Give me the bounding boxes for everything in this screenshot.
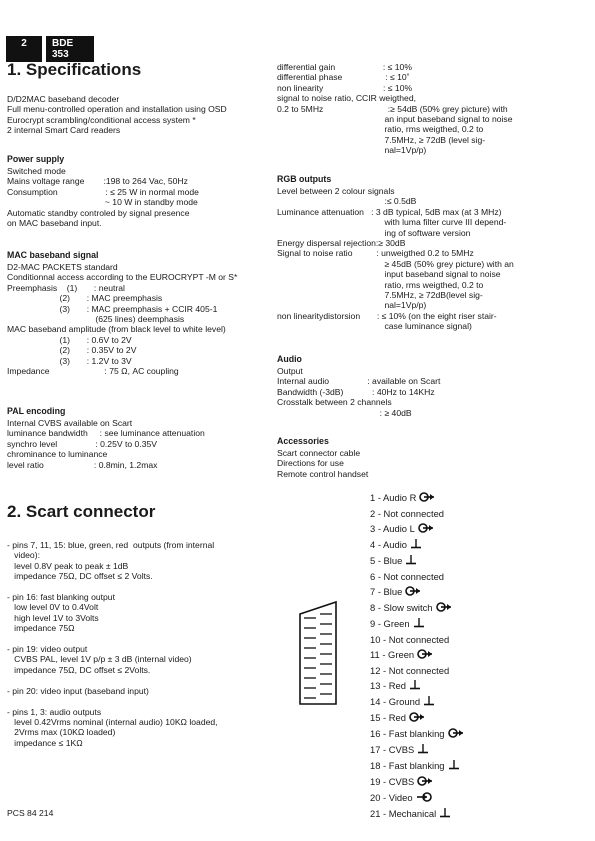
- pin-label: 9 - Green: [370, 618, 410, 630]
- text-line: MAC baseband amplitude (from black level to white level): [7, 324, 226, 335]
- text-line: 2Vrms max (10KΩ loaded): [7, 727, 116, 738]
- pin-row: [370, 774, 464, 790]
- text-line: Mains voltage range :198 to 264 Vac, 50Hz: [7, 176, 188, 187]
- pin-row: [370, 506, 464, 521]
- pin-label: 21 - Mechanical: [370, 808, 437, 820]
- text-line: Bandwidth (-3dB) : 40Hz to 14KHz: [277, 386, 435, 397]
- pin-list: [370, 490, 464, 822]
- text-line: Conditionnal access according to the EUROCRYPT -M or S*: [7, 272, 238, 283]
- text-line: (2) : 0.35V to 2V: [7, 345, 137, 356]
- pin-label: 15 - Red: [370, 712, 406, 724]
- text-line: Output: [277, 366, 303, 376]
- pin-row: [370, 490, 464, 506]
- pin-row: [370, 632, 464, 647]
- audio-block: [277, 366, 440, 418]
- pin-row: [370, 569, 464, 584]
- mac-block: [7, 262, 237, 376]
- text-line: Impedance : 75 Ω, AC coupling: [7, 366, 179, 377]
- pin-row: [370, 790, 464, 806]
- pin-row: [370, 521, 464, 537]
- text-line: level ratio : 0.8min, 1.2max: [7, 459, 158, 470]
- text-line: [7, 582, 218, 592]
- ground-icon: [448, 759, 460, 774]
- text-line: - pin 19: video output: [7, 644, 88, 655]
- text-line: [7, 634, 218, 644]
- text-line: high level 1V to 3Volts: [7, 612, 99, 623]
- pin-label: 7 - Blue: [370, 586, 403, 598]
- output-arrow-icon: [448, 727, 464, 742]
- ground-icon: [417, 743, 429, 758]
- text-line: D/D2MAC baseband decoder: [7, 94, 120, 104]
- pin-label: 6 - Not connected: [370, 571, 445, 583]
- accessories-title: Accessories: [277, 436, 329, 446]
- pin-label: 4 - Audio: [370, 539, 408, 551]
- text-line: differential gain : ≤ 10%: [277, 62, 412, 72]
- text-line: (3) : 1.2V to 3V: [7, 355, 132, 366]
- pal-block: [7, 418, 205, 470]
- pin-label: 1 - Audio R: [370, 492, 417, 503]
- scart-title: 2. Scart connector: [7, 502, 156, 521]
- text-line: Switched mode: [7, 166, 66, 176]
- text-line: (2) : MAC preemphasis: [7, 293, 163, 304]
- mac-title: MAC baseband signal: [7, 250, 99, 260]
- text-line: low level 0V to 0.4Volt: [7, 602, 99, 613]
- text-line: non linearitydistorsion : ≤ 10% (on the eight riser stair-: [277, 310, 497, 321]
- right-top-block: [277, 62, 513, 156]
- pin-label: 10 - Not connected: [370, 634, 450, 646]
- pin-label: 3 - Audio L: [370, 523, 415, 535]
- text-line: : ≥ 40dB: [277, 407, 412, 418]
- text-line: 7.5MHz, ≥ 72dB (level sig-: [277, 134, 486, 145]
- text-line: level 0.8V peak to peak ± 1dB: [7, 560, 129, 571]
- text-line: impedance 75Ω, DC offset ≤ 2Volts.: [7, 664, 151, 675]
- specifications-title: 1. Specifications: [7, 60, 142, 79]
- output-arrow-icon: [436, 601, 452, 616]
- ground-icon: [409, 679, 421, 694]
- ground-icon: [405, 554, 417, 569]
- pin-row: [370, 710, 464, 726]
- text-line: 7.5MHz, ≥ 72dB(level sig-: [277, 290, 483, 301]
- power-block: [7, 166, 199, 228]
- pin-row: [370, 742, 464, 758]
- text-line: Internal CVBS available on Scart: [7, 418, 133, 428]
- text-line: video):: [7, 550, 40, 561]
- ground-icon: [413, 617, 425, 632]
- pin-label: 11 - Green: [370, 649, 415, 661]
- output-arrow-icon: [419, 491, 435, 506]
- text-line: - pins 7, 11, 15: blue, green, red outputs (from internal: [7, 540, 215, 550]
- text-line: D2-MAC PACKETS standard: [7, 262, 118, 272]
- text-line: ~ 10 W in standby mode: [7, 197, 198, 208]
- pin-label: 19 - CVBS: [370, 776, 415, 788]
- pin-row: [370, 600, 464, 616]
- output-arrow-icon: [417, 775, 433, 790]
- text-line: ratio, rms weigthed, 0.2 to: [277, 124, 484, 135]
- text-line: luminance bandwidth : see luminance attenuation: [7, 428, 205, 439]
- text-line: input baseband signal to noise: [277, 269, 501, 280]
- text-line: Signal to noise ratio : unweigthed 0.2 to 5MHz: [277, 248, 474, 259]
- text-line: - pin 20: video input (baseband input): [7, 685, 149, 696]
- text-line: impedance 75Ω: [7, 623, 75, 634]
- pin-label: 17 - CVBS: [370, 744, 415, 756]
- text-line: ing of software version: [277, 227, 471, 238]
- pin-row: [370, 726, 464, 742]
- text-line: an input baseband signal to noise: [277, 114, 513, 125]
- pin-row: [370, 553, 464, 569]
- pin-row: [370, 584, 464, 600]
- output-arrow-icon: [405, 585, 421, 600]
- text-line: Remote control handset: [277, 468, 369, 479]
- text-line: - pin 16: fast blanking output: [7, 592, 115, 603]
- text-line: :≤ 0.5dB: [277, 196, 417, 207]
- ground-icon: [423, 695, 435, 710]
- text-line: on MAC baseband input.: [7, 218, 102, 229]
- pin-label: 13 - Red: [370, 680, 406, 692]
- pin-row: [370, 663, 464, 678]
- text-line: Consumption : ≤ 25 W in normal mode: [7, 186, 199, 197]
- text-line: [7, 675, 218, 685]
- text-line: - pins 1, 3: audio outputs: [7, 706, 102, 717]
- text-line: 0.2 to 5MHz :≥ 54dB (50% grey picture) with: [277, 103, 508, 114]
- pin-label: 20 - Video: [370, 792, 413, 804]
- rgb-title: RGB outputs: [277, 174, 332, 184]
- pin-label: 12 - Not connected: [370, 665, 450, 677]
- text-line: Eurocrypt scrambling/conditional access system *: [7, 114, 196, 125]
- text-line: ratio, rms weigthed, 0.2 to: [277, 279, 484, 290]
- text-line: nal=1Vp/p): [277, 300, 427, 311]
- text-line: Crosstalk between 2 channels: [277, 397, 392, 408]
- page-number: 2: [6, 36, 42, 62]
- pin-label: 16 - Fast blanking: [370, 728, 445, 740]
- text-line: (625 lines) deemphasis: [7, 314, 185, 325]
- text-line: Directions for use: [277, 458, 344, 469]
- text-line: [7, 696, 218, 706]
- text-line: Scart connector cable: [277, 448, 361, 458]
- scart-notes: [7, 540, 218, 748]
- text-line: Energy dispersal rejection:≥ 30dB: [277, 238, 406, 249]
- text-line: level 0.42Vrms nominal (internal audio) 10KΩ loaded,: [7, 716, 218, 727]
- power-title: Power supply: [7, 154, 65, 164]
- pin-row: [370, 806, 464, 822]
- footer-code: PCS 84 214: [7, 808, 54, 818]
- text-line: 2 internal Smart Card readers: [7, 125, 121, 136]
- text-line: ≥ 45dB (50% grey picture) with an: [277, 258, 514, 269]
- output-arrow-icon: [418, 522, 434, 537]
- ground-icon: [439, 807, 451, 822]
- ground-icon: [410, 538, 422, 553]
- text-line: Internal audio : available on Scart: [277, 376, 441, 387]
- model-badge: BDE 353: [46, 36, 94, 62]
- text-line: (1) : 0.6V to 2V: [7, 334, 132, 345]
- pin-label: 8 - Slow switch: [370, 602, 433, 614]
- pin-row: [370, 537, 464, 553]
- input-arrow-icon: [416, 791, 432, 806]
- scart-connector-icon: [298, 600, 342, 706]
- accessories-block: [277, 448, 368, 479]
- text-line: (3) : MAC preemphasis + CCIR 405-1: [7, 303, 218, 314]
- pal-title: PAL encoding: [7, 406, 66, 416]
- output-arrow-icon: [409, 711, 425, 726]
- text-line: case luminance signal): [277, 321, 472, 332]
- audio-title: Audio: [277, 354, 302, 364]
- intro-block: [7, 94, 227, 136]
- text-line: signal to noise ratio, CCIR weigthed,: [277, 93, 417, 104]
- pin-row: [370, 647, 464, 663]
- text-line: Automatic standby controled by signal presence: [7, 207, 190, 218]
- text-line: Luminance attenuation : 3 dB typical, 5dB max (at 3 MHz): [277, 206, 502, 217]
- pin-row: [370, 678, 464, 694]
- text-line: non linearity : ≤ 10%: [277, 82, 413, 93]
- pin-row: [370, 694, 464, 710]
- pin-row: [370, 758, 464, 774]
- pin-label: 2 - Not connected: [370, 508, 445, 520]
- text-line: chrominance to luminance: [7, 449, 108, 460]
- text-line: synchro level : 0.25V to 0.35V: [7, 438, 157, 449]
- text-line: impedance 75Ω, DC offset ≤ 2 Volts.: [7, 571, 153, 582]
- text-line: Full menu-controlled operation and installation using OSD: [7, 104, 227, 115]
- text-line: Level between 2 colour signals: [277, 186, 395, 196]
- pin-label: 14 - Ground: [370, 696, 421, 708]
- pin-label: 5 - Blue: [370, 555, 403, 567]
- page-header: [6, 36, 94, 62]
- text-line: nal=1Vp/p): [277, 145, 427, 156]
- text-line: impedance ≤ 1KΩ: [7, 737, 83, 748]
- text-line: Preemphasis (1) : neutral: [7, 282, 125, 293]
- text-line: differential phase : ≤ 10˚: [277, 72, 410, 83]
- text-line: with luma filter curve III depend-: [277, 217, 507, 228]
- pin-label: 18 - Fast blanking: [370, 760, 445, 772]
- text-line: CVBS PAL, level 1V p/p ± 3 dB (internal video): [7, 654, 192, 665]
- rgb-block: [277, 186, 514, 332]
- output-arrow-icon: [417, 648, 433, 663]
- pin-row: [370, 616, 464, 632]
